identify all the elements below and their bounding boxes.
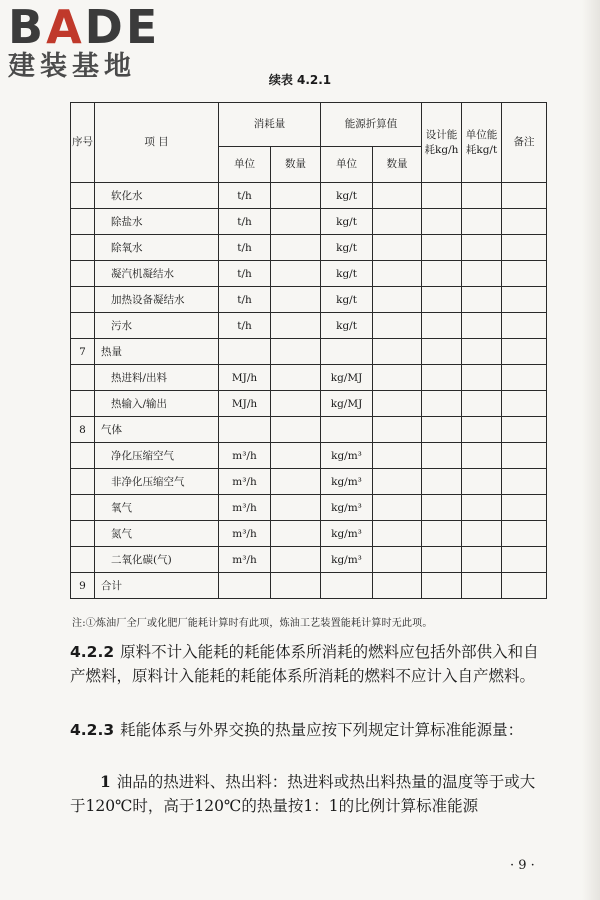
table-row: [71, 287, 547, 313]
row-item: 除氧水: [95, 235, 219, 261]
row-design: [422, 391, 462, 417]
row-conv-unit: kg/t: [321, 313, 373, 339]
table-row: [71, 261, 547, 287]
row-unit-energy: [462, 521, 502, 547]
row-design: [422, 183, 462, 209]
header-conv-unit: 单位: [321, 147, 373, 183]
section-number: 4.2.2: [70, 643, 115, 661]
row-seq: 8: [71, 417, 95, 443]
energy-table: [70, 102, 547, 599]
row-item: 净化压缩空气: [95, 443, 219, 469]
row-remark: [502, 521, 547, 547]
row-cons-unit: t/h: [219, 183, 271, 209]
logo: [8, 2, 178, 82]
row-conv-quantity: [373, 313, 422, 339]
row-conv-unit: kg/m³: [321, 495, 373, 521]
row-item: 氮气: [95, 521, 219, 547]
row-conv-quantity: [373, 547, 422, 573]
row-item: 二氧化碳(气): [95, 547, 219, 573]
row-unit-energy: [462, 417, 502, 443]
table-caption: 续表 4.2.1: [268, 73, 332, 87]
row-item: 污水: [95, 313, 219, 339]
row-cons-quantity: [271, 417, 321, 443]
row-cons-quantity: [271, 547, 321, 573]
row-cons-unit: [219, 573, 271, 599]
row-conv-unit: kg/t: [321, 235, 373, 261]
table-note: 注:①炼油厂全厂或化肥厂能耗计算时有此项，炼油工艺装置能耗计算时无此项。: [72, 618, 433, 629]
row-cons-quantity: [271, 261, 321, 287]
row-conv-quantity: [373, 443, 422, 469]
row-cons-quantity: [271, 573, 321, 599]
row-design: [422, 547, 462, 573]
row-item: 氧气: [95, 495, 219, 521]
row-cons-quantity: [271, 443, 321, 469]
row-unit-energy: [462, 547, 502, 573]
row-cons-unit: t/h: [219, 235, 271, 261]
header-conv-quantity: 数量: [373, 147, 422, 183]
row-item: 软化水: [95, 183, 219, 209]
row-design: [422, 417, 462, 443]
row-seq: 7: [71, 339, 95, 365]
header-cons-unit: 单位: [219, 147, 271, 183]
row-remark: [502, 287, 547, 313]
row-cons-quantity: [271, 287, 321, 313]
table-row: [71, 495, 547, 521]
row-item: 热输入/输出: [95, 391, 219, 417]
row-unit-energy: [462, 313, 502, 339]
row-seq: [71, 261, 95, 287]
row-cons-quantity: [271, 495, 321, 521]
row-cons-unit: MJ/h: [219, 391, 271, 417]
row-seq: [71, 547, 95, 573]
row-cons-unit: t/h: [219, 287, 271, 313]
row-item: 气体: [95, 417, 219, 443]
row-cons-unit: m³/h: [219, 495, 271, 521]
row-item: 凝汽机凝结水: [95, 261, 219, 287]
row-conv-quantity: [373, 183, 422, 209]
table-row: [71, 235, 547, 261]
row-conv-quantity: [373, 417, 422, 443]
row-unit-energy: [462, 261, 502, 287]
row-cons-quantity: [271, 235, 321, 261]
header-remark: 备注: [502, 103, 547, 183]
row-cons-unit: m³/h: [219, 547, 271, 573]
row-design: [422, 313, 462, 339]
row-design: [422, 521, 462, 547]
table-row: [71, 365, 547, 391]
row-remark: [502, 547, 547, 573]
row-conv-unit: [321, 417, 373, 443]
row-conv-unit: [321, 573, 373, 599]
row-conv-unit: kg/t: [321, 209, 373, 235]
row-seq: 9: [71, 573, 95, 599]
logo-subtitle: 建装基地: [8, 51, 136, 82]
row-unit-energy: [462, 183, 502, 209]
page-edge: [582, 0, 600, 900]
row-unit-energy: [462, 365, 502, 391]
row-conv-quantity: [373, 261, 422, 287]
row-conv-quantity: [373, 209, 422, 235]
row-remark: [502, 391, 547, 417]
row-conv-unit: kg/t: [321, 183, 373, 209]
row-cons-quantity: [271, 313, 321, 339]
row-conv-quantity: [373, 365, 422, 391]
page-number: · 9 ·: [510, 858, 535, 873]
row-seq: [71, 365, 95, 391]
row-conv-quantity: [373, 469, 422, 495]
header-unit-energy: 单位能耗kg/t: [462, 103, 502, 183]
row-cons-quantity: [271, 209, 321, 235]
table-row: [71, 417, 547, 443]
section-text: 原料不计入能耗的耗能体系所消耗的燃料应包括外部供入和自产燃料，原料计入能耗的耗能体系所消耗的燃料不应计入自产燃料。: [70, 643, 539, 685]
row-conv-unit: kg/t: [321, 287, 373, 313]
row-seq: [71, 469, 95, 495]
row-design: [422, 339, 462, 365]
item-number: 1: [100, 772, 111, 791]
row-design: [422, 495, 462, 521]
row-remark: [502, 261, 547, 287]
row-cons-unit: t/h: [219, 261, 271, 287]
row-cons-quantity: [271, 521, 321, 547]
row-conv-unit: kg/m³: [321, 547, 373, 573]
row-design: [422, 573, 462, 599]
row-seq: [71, 183, 95, 209]
table-row: [71, 183, 547, 209]
row-remark: [502, 339, 547, 365]
row-unit-energy: [462, 495, 502, 521]
table-row: [71, 521, 547, 547]
row-unit-energy: [462, 287, 502, 313]
row-design: [422, 287, 462, 313]
row-design: [422, 209, 462, 235]
row-conv-quantity: [373, 235, 422, 261]
table-row: [71, 339, 547, 365]
header-seq: 序号: [71, 103, 95, 183]
row-seq: [71, 235, 95, 261]
row-remark: [502, 209, 547, 235]
row-remark: [502, 235, 547, 261]
row-item: 合计: [95, 573, 219, 599]
table-row: [71, 573, 547, 599]
row-unit-energy: [462, 573, 502, 599]
row-design: [422, 469, 462, 495]
row-design: [422, 235, 462, 261]
row-conv-unit: kg/m³: [321, 443, 373, 469]
row-cons-unit: MJ/h: [219, 365, 271, 391]
section-4-2-3: [70, 718, 550, 742]
row-conv-quantity: [373, 339, 422, 365]
row-conv-unit: kg/MJ: [321, 365, 373, 391]
header-consumption: 消耗量: [219, 103, 321, 147]
row-conv-unit: kg/m³: [321, 521, 373, 547]
header-cons-quantity: 数量: [271, 147, 321, 183]
row-conv-quantity: [373, 495, 422, 521]
section-text: 耗能体系与外界交换的热量应按下列规定计算标准能源量：: [120, 721, 524, 739]
row-unit-energy: [462, 209, 502, 235]
row-cons-quantity: [271, 365, 321, 391]
row-conv-unit: kg/t: [321, 261, 373, 287]
row-cons-quantity: [271, 391, 321, 417]
row-seq: [71, 209, 95, 235]
row-cons-unit: t/h: [219, 209, 271, 235]
row-item: 热进料/出料: [95, 365, 219, 391]
item-text: 油品的热进料、热出料：热进料或热出料热量的温度等于或大于120℃时，高于120℃的热量按1：1的比例计算标准能源: [70, 773, 536, 815]
row-cons-quantity: [271, 339, 321, 365]
row-unit-energy: [462, 391, 502, 417]
logo-wordmark: BADE: [8, 0, 161, 54]
row-conv-unit: kg/m³: [321, 469, 373, 495]
row-item: 非净化压缩空气: [95, 469, 219, 495]
table-row: [71, 209, 547, 235]
row-remark: [502, 495, 547, 521]
row-seq: [71, 287, 95, 313]
row-design: [422, 261, 462, 287]
row-seq: [71, 443, 95, 469]
table-row: [71, 391, 547, 417]
row-conv-quantity: [373, 573, 422, 599]
row-item: 除盐水: [95, 209, 219, 235]
row-item: 热量: [95, 339, 219, 365]
list-item-1: [70, 770, 550, 818]
row-cons-unit: m³/h: [219, 521, 271, 547]
row-cons-unit: t/h: [219, 313, 271, 339]
row-remark: [502, 417, 547, 443]
row-seq: [71, 521, 95, 547]
row-seq: [71, 391, 95, 417]
table-row: [71, 547, 547, 573]
row-unit-energy: [462, 443, 502, 469]
row-conv-quantity: [373, 287, 422, 313]
row-cons-quantity: [271, 469, 321, 495]
header-design: 设计能耗kg/h: [422, 103, 462, 183]
row-conv-quantity: [373, 521, 422, 547]
row-remark: [502, 573, 547, 599]
row-cons-unit: [219, 417, 271, 443]
section-number: 4.2.3: [70, 721, 115, 739]
row-seq: [71, 495, 95, 521]
row-item: 加热设备凝结水: [95, 287, 219, 313]
table-row: [71, 469, 547, 495]
row-seq: [71, 313, 95, 339]
row-cons-unit: [219, 339, 271, 365]
row-design: [422, 365, 462, 391]
row-remark: [502, 469, 547, 495]
header-conversion: 能源折算值: [321, 103, 422, 147]
row-unit-energy: [462, 469, 502, 495]
header-item: 项 目: [95, 103, 219, 183]
row-unit-energy: [462, 339, 502, 365]
table-row: [71, 313, 547, 339]
row-cons-quantity: [271, 183, 321, 209]
row-conv-quantity: [373, 391, 422, 417]
row-unit-energy: [462, 235, 502, 261]
row-remark: [502, 443, 547, 469]
section-4-2-2: [70, 640, 550, 688]
row-cons-unit: m³/h: [219, 469, 271, 495]
row-remark: [502, 183, 547, 209]
table-row: [71, 443, 547, 469]
row-cons-unit: m³/h: [219, 443, 271, 469]
row-conv-unit: kg/MJ: [321, 391, 373, 417]
row-conv-unit: [321, 339, 373, 365]
row-remark: [502, 365, 547, 391]
row-remark: [502, 313, 547, 339]
row-design: [422, 443, 462, 469]
